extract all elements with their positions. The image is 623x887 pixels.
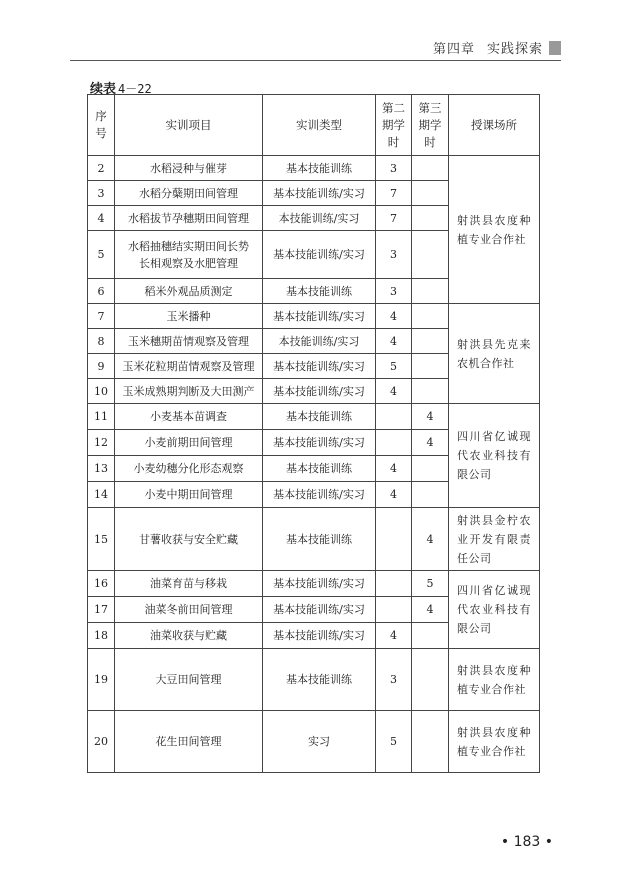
cell-p3 [412, 279, 449, 304]
cell-type: 基本技能训练/实习 [263, 231, 376, 279]
cell-type: 基本技能训练/实习 [263, 354, 376, 379]
header-p2: 第二期学时 [376, 95, 412, 156]
cell-p3 [412, 304, 449, 329]
header-place: 授课场所 [449, 95, 540, 156]
cell-seq: 8 [88, 329, 115, 354]
header-marker-icon [549, 41, 561, 55]
cell-type: 本技能训练/实习 [263, 329, 376, 354]
cell-p3 [412, 623, 449, 649]
cell-p3 [412, 231, 449, 279]
cell-seq: 7 [88, 304, 115, 329]
cell-place: 四川省亿诚现代农业科技有限公司 [449, 571, 540, 649]
cell-seq: 16 [88, 571, 115, 597]
cell-item: 甘薯收获与安全贮藏 [115, 508, 263, 571]
cell-p3 [412, 181, 449, 206]
cell-p3 [412, 649, 449, 711]
cell-item: 水稻分蘖期田间管理 [115, 181, 263, 206]
cell-place: 四川省亿诚现代农业科技有限公司 [449, 404, 540, 508]
cell-p3 [412, 206, 449, 231]
caption-number: 4－22 [118, 82, 152, 96]
header-row [88, 95, 540, 156]
header-item: 实训项目 [115, 95, 263, 156]
cell-seq: 2 [88, 156, 115, 181]
cell-p2: 4 [376, 456, 412, 482]
cell-seq: 3 [88, 181, 115, 206]
cell-p2 [376, 597, 412, 623]
cell-item: 油菜冬前田间管理 [115, 597, 263, 623]
cell-place: 射洪县农度种植专业合作社 [449, 649, 540, 711]
cell-item: 油菜收获与贮藏 [115, 623, 263, 649]
table-row [88, 711, 540, 773]
cell-p2: 7 [376, 181, 412, 206]
cell-item: 小麦幼穗分化形态观察 [115, 456, 263, 482]
cell-seq: 17 [88, 597, 115, 623]
cell-item: 玉米穗期苗情观察及管理 [115, 329, 263, 354]
header-p3: 第三期学时 [412, 95, 449, 156]
cell-type: 基本技能训练 [263, 279, 376, 304]
cell-p2 [376, 571, 412, 597]
cell-item: 稻米外观品质测定 [115, 279, 263, 304]
cell-seq: 13 [88, 456, 115, 482]
cell-p2: 4 [376, 329, 412, 354]
cell-type: 基本技能训练/实习 [263, 623, 376, 649]
cell-place: 射洪县先克来农机合作社 [449, 304, 540, 404]
cell-item: 玉米播种 [115, 304, 263, 329]
cell-p3 [412, 482, 449, 508]
cell-p2: 4 [376, 304, 412, 329]
cell-p2: 3 [376, 231, 412, 279]
cell-item: 玉米花粒期苗情观察及管理 [115, 354, 263, 379]
cell-p2 [376, 508, 412, 571]
section-label: 实践探索 [486, 42, 543, 57]
cell-p2: 3 [376, 649, 412, 711]
table-row [88, 571, 540, 597]
cell-item: 水稻抽穗结实期田间长势长相观察及水肥管理 [115, 231, 263, 279]
cell-seq: 12 [88, 430, 115, 456]
cell-seq: 15 [88, 508, 115, 571]
cell-seq: 18 [88, 623, 115, 649]
cell-p3 [412, 711, 449, 773]
cell-item: 水稻拔节孕穗期田间管理 [115, 206, 263, 231]
cell-seq: 14 [88, 482, 115, 508]
caption-label: 续表 [90, 82, 117, 97]
cell-item: 油菜育苗与移栽 [115, 571, 263, 597]
cell-p3: 5 [412, 571, 449, 597]
cell-seq: 6 [88, 279, 115, 304]
cell-p2: 5 [376, 354, 412, 379]
training-table [87, 94, 540, 773]
cell-p2: 3 [376, 156, 412, 181]
cell-type: 基本技能训练 [263, 508, 376, 571]
cell-type: 实习 [263, 711, 376, 773]
table-row [88, 404, 540, 430]
header-rule [70, 60, 561, 61]
cell-seq: 5 [88, 231, 115, 279]
cell-item: 玉米成熟期判断及大田测产 [115, 379, 263, 404]
cell-item: 小麦基本苗调查 [115, 404, 263, 430]
cell-type: 基本技能训练 [263, 404, 376, 430]
cell-p2: 4 [376, 379, 412, 404]
cell-p3: 4 [412, 404, 449, 430]
cell-p3 [412, 379, 449, 404]
cell-seq: 19 [88, 649, 115, 711]
cell-p3 [412, 329, 449, 354]
cell-p2: 3 [376, 279, 412, 304]
header-seq: 序号 [88, 95, 115, 156]
cell-type: 基本技能训练 [263, 156, 376, 181]
table-row [88, 156, 540, 181]
cell-p2: 4 [376, 482, 412, 508]
cell-type: 基本技能训练/实习 [263, 379, 376, 404]
cell-item: 小麦前期田间管理 [115, 430, 263, 456]
cell-place: 射洪县农度种植专业合作社 [449, 156, 540, 304]
cell-type: 基本技能训练/实习 [263, 181, 376, 206]
cell-type: 基本技能训练 [263, 456, 376, 482]
cell-p2 [376, 430, 412, 456]
cell-p2 [376, 404, 412, 430]
table-row [88, 508, 540, 571]
cell-item: 水稻浸种与催芽 [115, 156, 263, 181]
cell-item: 小麦中期田间管理 [115, 482, 263, 508]
cell-p2: 4 [376, 623, 412, 649]
cell-type: 基本技能训练/实习 [263, 304, 376, 329]
cell-seq: 10 [88, 379, 115, 404]
running-header [433, 38, 561, 57]
cell-p3 [412, 456, 449, 482]
cell-place: 射洪县金柠农业开发有限责任公司 [449, 508, 540, 571]
cell-p3: 4 [412, 430, 449, 456]
table-row [88, 304, 540, 329]
cell-p3: 4 [412, 597, 449, 623]
cell-type: 基本技能训练/实习 [263, 571, 376, 597]
cell-type: 本技能训练/实习 [263, 206, 376, 231]
cell-p3: 4 [412, 508, 449, 571]
cell-type: 基本技能训练 [263, 649, 376, 711]
cell-item: 大豆田间管理 [115, 649, 263, 711]
page-number: • 183 • [500, 834, 553, 850]
cell-seq: 9 [88, 354, 115, 379]
cell-seq: 4 [88, 206, 115, 231]
header-type: 实训类型 [263, 95, 376, 156]
chapter-label: 第四章 [432, 42, 475, 57]
cell-item: 花生田间管理 [115, 711, 263, 773]
cell-place: 射洪县农度种植专业合作社 [449, 711, 540, 773]
cell-type: 基本技能训练/实习 [263, 597, 376, 623]
cell-p3 [412, 156, 449, 181]
cell-type: 基本技能训练/实习 [263, 430, 376, 456]
cell-p2: 5 [376, 711, 412, 773]
table-row [88, 649, 540, 711]
cell-seq: 11 [88, 404, 115, 430]
cell-p2: 7 [376, 206, 412, 231]
cell-type: 基本技能训练/实习 [263, 482, 376, 508]
cell-p3 [412, 354, 449, 379]
cell-seq: 20 [88, 711, 115, 773]
